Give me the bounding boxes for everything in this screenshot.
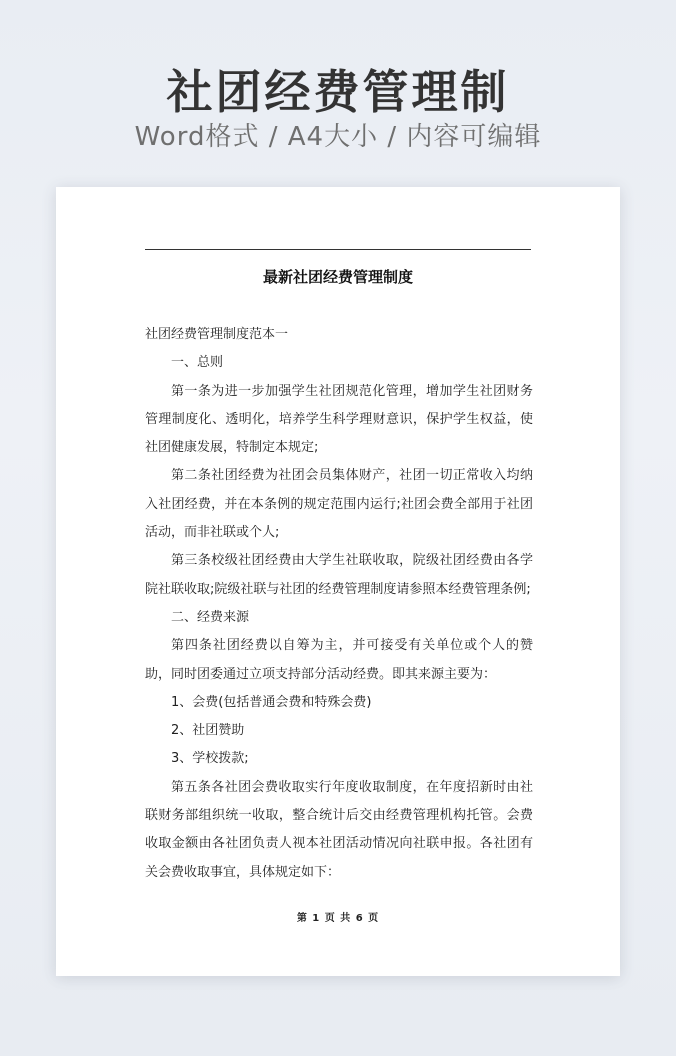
- banner-title: 社团经费管理制: [166, 65, 510, 119]
- paragraph-article-2: 第二条社团经费为社团会员集体财产，社团一切正常收入均纳入社团经费，并在本条例的规定范围内运行;社团会费全部用于社团活动，而非社联或个人;: [145, 468, 533, 541]
- paragraph-article-4: 第四条社团经费以自筹为主，并可接受有关单位或个人的赞助，同时团委通过立项支持部分活动经费。即其来源主要为：: [145, 638, 533, 682]
- banner: [0, 0, 676, 186]
- paragraph-section-label: 社团经费管理制度范本一: [145, 327, 289, 342]
- paragraph-article-5: 第五条各社团会费收取实行年度收取制度，在年度招新时由社联财务部组织统一收取，整合统计后交由经费管理机构托管。会费收取金额由各社团负责人视本社团活动情况向社联申报。各社团有关会费收取事宜，具体规定如下：: [145, 779, 533, 880]
- paragraph-heading-funding: 二、经费来源: [171, 609, 250, 625]
- list-item-sponsorship: 2、社团赞助: [171, 723, 245, 739]
- page-number: 第 1 页 共 6 页: [296, 913, 380, 924]
- list-item-membership-fee: 1、会费(包括普通会费和特殊会费): [171, 694, 372, 710]
- list-item-school-funding: 3、学校拨款;: [171, 751, 249, 767]
- paragraph-heading-general: 一、总则: [171, 355, 224, 371]
- banner-subtitle: Word格式 / A4大小 / 内容可编辑: [134, 122, 542, 152]
- document-title: 最新社团经费管理制度: [262, 268, 413, 286]
- paragraph-article-1: 第一条为进一步加强学生社团规范化管理，增加学生社团财务管理制度化、透明化，培养学生科学理财意识，保护学生权益，使社团健康发展，特制定本规定;: [145, 383, 533, 456]
- document-body: [145, 321, 533, 887]
- header-rule: [145, 249, 531, 250]
- paragraph-article-3: 第三条校级社团经费由大学生社联收取，院级社团经费由各学院社联收取;院级社联与社团的经费管理制度请参照本经费管理条例;: [145, 553, 533, 597]
- document-page: [56, 187, 620, 976]
